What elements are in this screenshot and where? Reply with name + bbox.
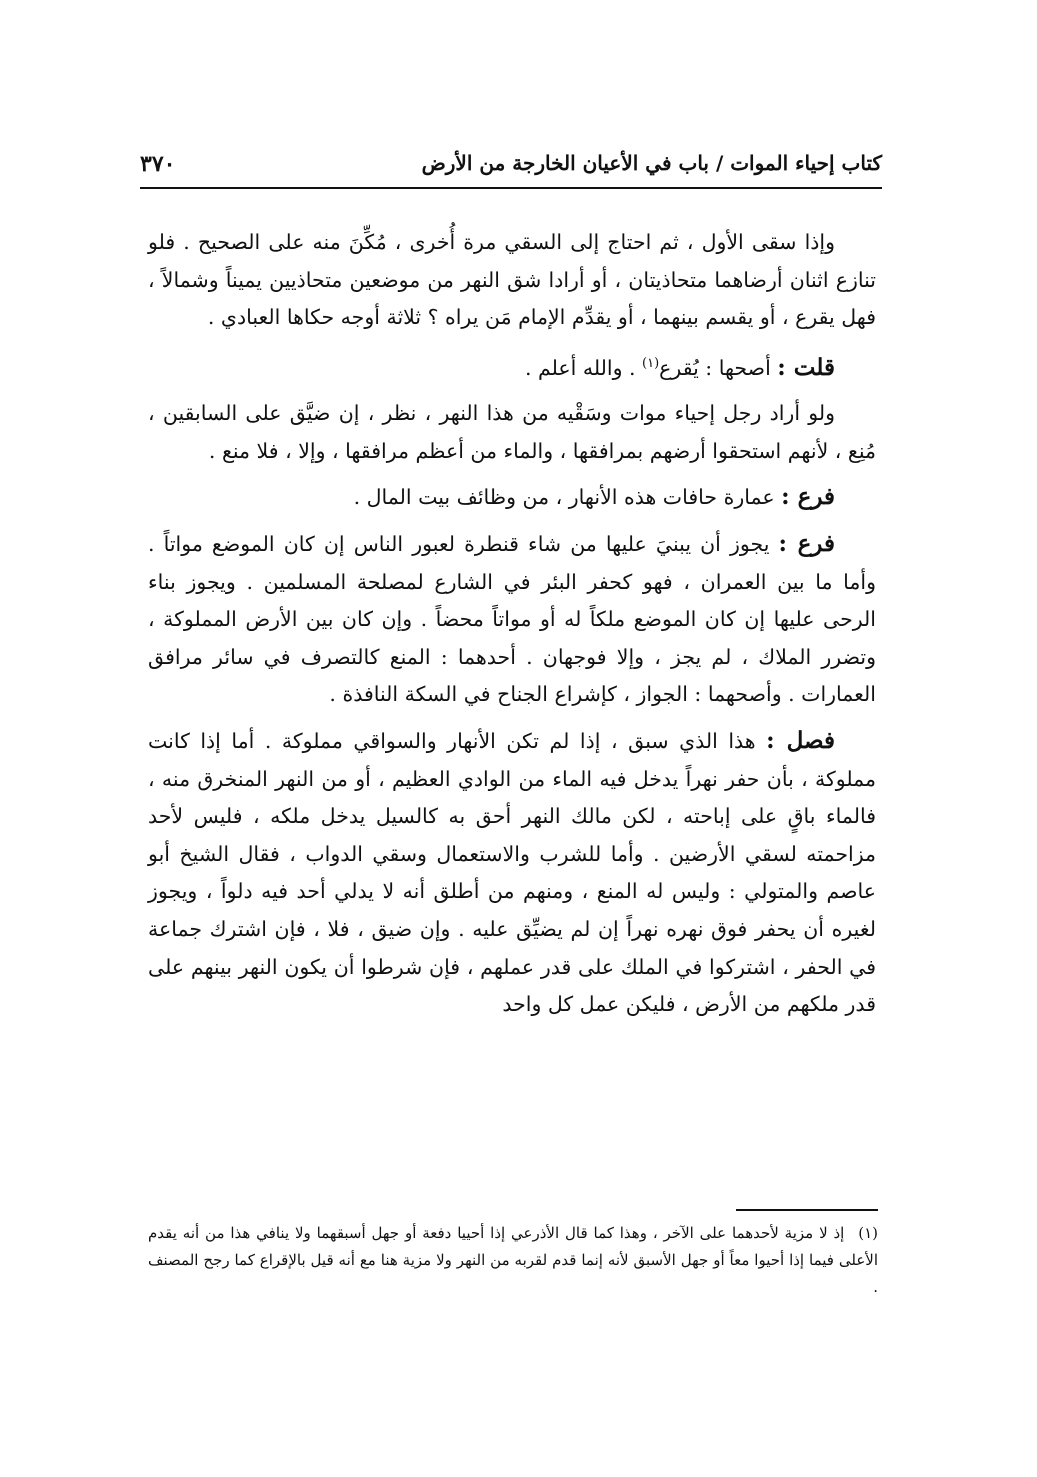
paragraph-2 xyxy=(148,345,876,387)
body-text xyxy=(148,224,876,1032)
paragraph-5 xyxy=(148,525,876,714)
paragraph-1: وإذا سقى الأول ، ثم احتاج إلى السقي مرة أُخرى ، مُكِّنَ منه على الصحيح . فلو تنازع اثنان أرضاهما متحاذيتان ، أو أرادا شق النهر من موضعين متحاذيين يميناً وشمالاً ، فهل يقرع ، أو يقسم بينهما ، أو يقدِّم الإمام مَن يراه ؟ ثلاثة أوجه حكاها العبادي . xyxy=(148,230,876,330)
paragraph-2-lead: قلت : xyxy=(777,353,835,381)
footnote-number: (١) xyxy=(858,1224,878,1242)
paragraph-6-lead: فصل : xyxy=(766,726,835,754)
paragraph-4-lead: فرع : xyxy=(781,483,835,511)
paragraph-4 xyxy=(148,478,876,517)
paragraph-6-text: هذا الذي سبق ، إذا لم تكن الأنهار والسواقي مملوكة . أما إذا كانت مملوكة ، بأن حفر نهراً يدخل فيه الماء من الوادي العظيم ، أو من النهر المنخرق منه ، فالماء باقٍ على إباحته ، لكن مالك النهر أحق به كالسيل يدخل ملكه ، فليس لأحد مزاحمته لسقي الأرضين . وأما للشرب والاستعمال وسقي الدواب ، فقال الشيخ أبو عاصم والمتولي : وليس له المنع ، ومنهم من أطلق أنه لا يدلي أحد فيه دلواً ، ويجوز لغيره أن يحفر فوق نهره نهراً إن لم يضيِّق عليه . وإن ضيق ، فلا ، فإن اشترك جماعة في الحفر ، اشتركوا في الملك على قدر عملهم ، فإن شرطوا أن يكون النهر بينهم على قدر ملكهم من الأرض ، فليكن عمل كل واحد xyxy=(148,728,876,1017)
header-title: كتاب إحياء الموات / باب في الأعيان الخارجة من الأرض xyxy=(421,151,882,175)
footnote-item xyxy=(148,1220,878,1301)
footnotes xyxy=(148,1220,878,1301)
paragraph-2-tail: . والله أعلم . xyxy=(524,355,636,380)
paragraph-6 xyxy=(148,722,876,1024)
footnote-reference: (١) xyxy=(642,355,660,371)
running-header xyxy=(140,143,882,191)
page-number: ٣٧٠ xyxy=(140,151,176,177)
paragraph-4-text: عمارة حافات هذه الأنهار ، من وظائف بيت المال . xyxy=(353,485,775,510)
paragraph-5-lead: فرع : xyxy=(778,529,835,557)
paragraph-5-text: يجوز أن يبنيَ عليها من شاء قنطرة لعبور الناس إن كان الموضع مواتاً . وأما ما بين العمران ، فهو كحفر البئر في الشارع لمصلحة المسلمين . ويجوز بناء الرحى عليها إن كان الموضع ملكاً له أو مواتاً محضاً . وإن كان بين الأرض المملوكة ، وتضرر الملاك ، لم يجز ، وإلا فوجهان . أحدهما : المنع كالتصرف في سائر مرافق العمارات . وأصحهما : الجواز ، كإشراع الجناح في السكة النافذة . xyxy=(148,531,876,707)
footnote-text: إذ لا مزية لأحدهما على الآخر ، وهذا كما قال الأذرعي إذا أحييا دفعة أو جهل أسبقهما ولا ينافي هذا من أنه يقدم الأعلى فيما إذا أحيوا معاً أو جهل الأسبق لأنه إنما قدم لقربه من النهر ولا مزية هنا مع أنه قيل بالإقراع كما رجح المصنف . xyxy=(148,1224,878,1296)
header-rule xyxy=(140,187,882,189)
footnote-rule xyxy=(736,1209,878,1211)
paragraph-3: ولو أراد رجل إحياء موات وسَقْيه من هذا النهر ، نظر ، إن ضيَّق على السابقين ، مُنِع ، لأنهم استحقوا أرضهم بمرافقها ، والماء من أعظم مرافقها ، وإلا ، فلا منع . xyxy=(148,401,876,463)
paragraph-2-text: أصحها : يُقرع xyxy=(659,355,771,380)
